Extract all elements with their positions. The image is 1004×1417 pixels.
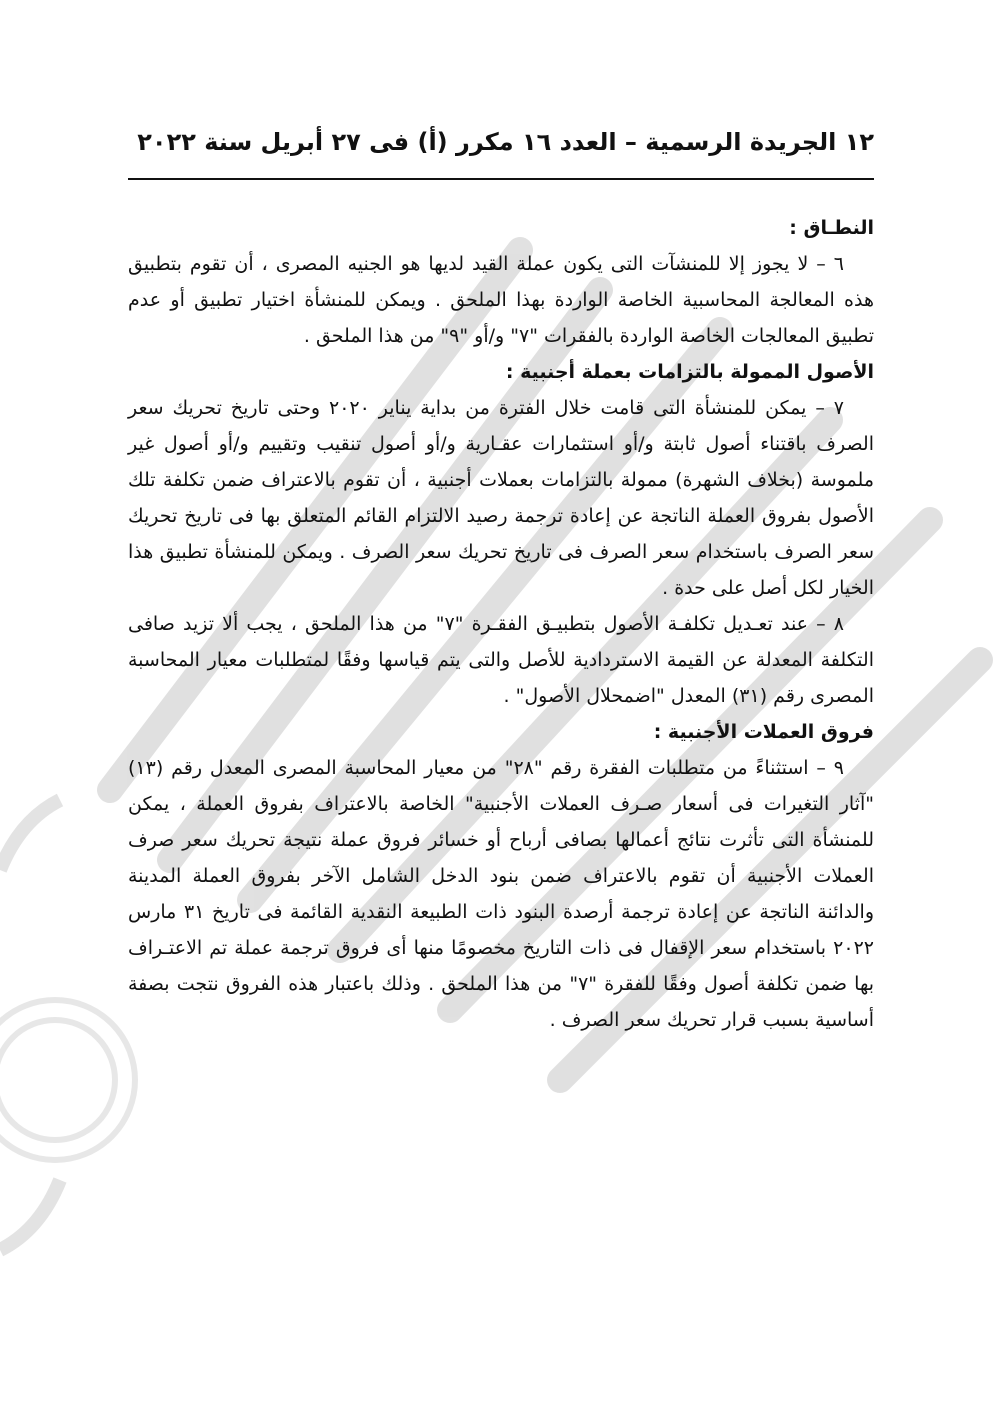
paragraph: ٦ – لا يجوز إلا للمنشآت التى يكون عملة القيد لديها هو الجنيه المصرى ، أن تقوم بتطبيق هذه المعالجة المحاسبية الخاصة الواردة بهذا الملحق . ويمكن للمنشأة اختيار تطبيق أو عدم تطبيق المعالجات الخاصة الواردة بالفقرات "٧" و/أو "٩" من هذا الملحق . xyxy=(128,253,874,347)
section-heading: الأصول الممولة بالتزامات بعملة أجنبية : xyxy=(505,361,874,383)
header-divider xyxy=(128,178,874,180)
header-title: ١٢ الجريدة الرسمية – العدد ١٦ مكرر (أ) فى ٢٧ أبريل سنة ٢٠٢٢ xyxy=(137,128,874,156)
page-header xyxy=(128,128,874,168)
paragraph: ٩ – استثناءً من متطلبات الفقرة رقم "٢٨" من معيار المحاسبة المصرى المعدل رقم (١٣) "آثار التغيرات فى أسعار صـرف العملات الأجنبية" الخاصة بالاعتراف بفروق العملة ، يمكن للمنشأة التى تأثرت نتائج أعمالها بصافى أرباح أو خسائر فروق عملة نتيجة تحريك سعر صرف العملات الأجنبية أن تقوم بالاعتراف ضمن بنود الدخل الشامل الآخر بفروق العملة المدينة والدائنة الناتجة عن إعادة ترجمة أرصدة البنود ذات الطبيعة النقدية القائمة فى تاريخ ٣١ مارس ٢٠٢٢ باستخدام سعر الإقفال فى ذات التاريخ مخصومًا منها أى فروق ترجمة عملة تم الاعتـراف بها ضمن تكلفة أصول وفقًا للفقرة "٧" من هذا الملحق . وذلك باعتبار هذه الفروق نتجت بصفة أساسية بسبب قرار تحريك سعر الصرف . xyxy=(128,757,875,1031)
section-heading: النطـاق : xyxy=(789,217,874,239)
document-body xyxy=(128,210,874,1038)
paragraph: ٨ – عند تعـديل تكلفـة الأصول بتطبيـق الفقـرة "٧" من هذا الملحق ، يجب ألا تزيد صافى التكلفة المعدلة عن القيمة الاستردادية للأصل والتى يتم قياسها وفقًا لمتطلبات معيار المحاسبة المصرى رقم (٣١) المعدل "اضمحلال الأصول" . xyxy=(128,613,874,707)
paragraph: ٧ – يمكن للمنشأة التى قامت خلال الفترة من بداية يناير ٢٠٢٠ وحتى تاريخ تحريك سعر الصرف باقتناء أصول ثابتة و/أو استثمارات عقـارية و/أو أصول تنقيب وتقييم و/أو أصول غير ملموسة (بخلاف الشهرة) ممولة بالتزامات بعملات أجنبية ، أن تقوم بالاعتراف ضمن تكلفة تلك الأصول بفروق العملة الناتجة عن إعادة ترجمة رصيد الالتزام القائم المتعلق بها فى تاريخ تحريك سعر الصرف باستخدام سعر الصرف فى تاريخ تحريك سعر الصرف . ويمكن للمنشأة تطبيق هذا الخيار لكل أصل على حدة . xyxy=(128,397,874,599)
section-scope xyxy=(128,210,874,354)
section-currency-differences xyxy=(128,714,874,1038)
section-foreign-financed-assets xyxy=(128,354,874,714)
section-heading: فروق العملات الأجنبية : xyxy=(653,721,874,743)
